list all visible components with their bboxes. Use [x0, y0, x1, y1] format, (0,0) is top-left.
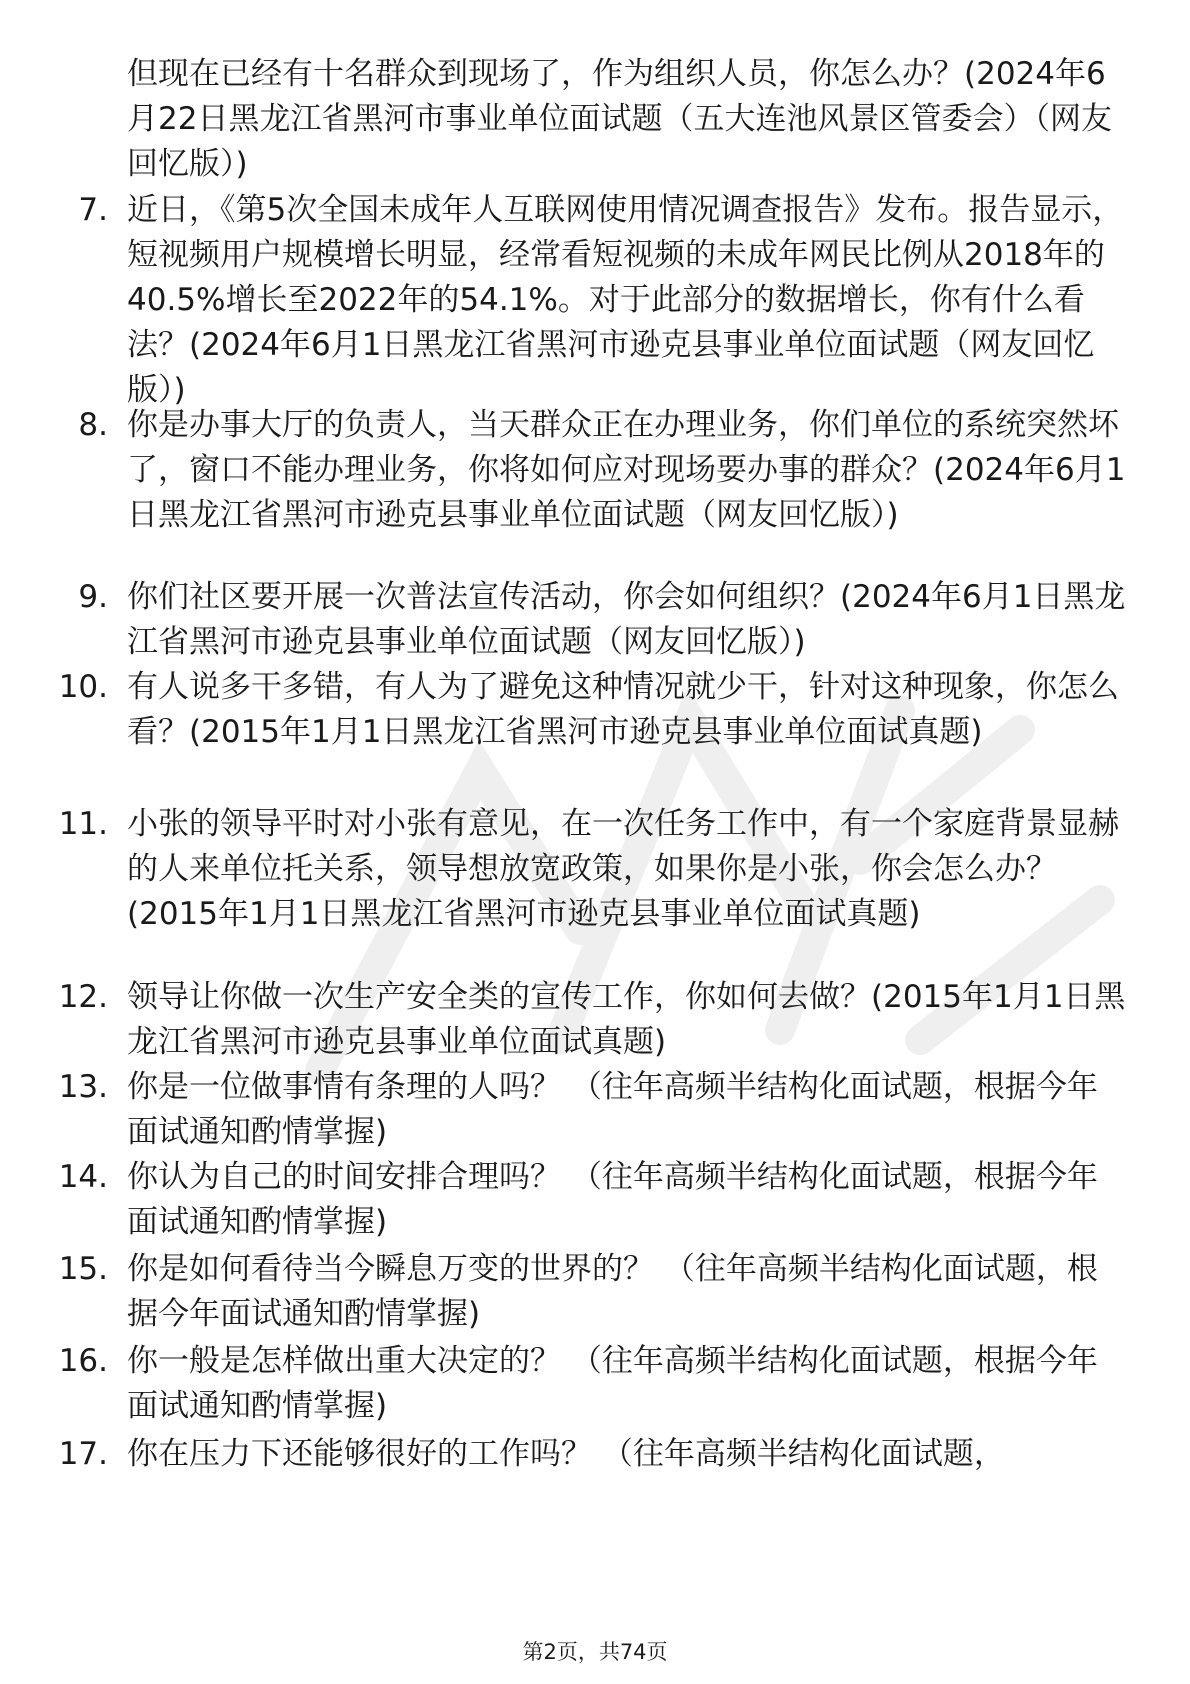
item-text: 领导让你做一次生产安全类的宣传工作，你如何去做？(2015年1月1日黑龙江省黑河市逊克县事业单位面试真题): [127, 979, 1126, 1060]
item-number: 14.: [58, 1159, 108, 1195]
item-number: 12.: [58, 979, 108, 1015]
item-text: 你一般是怎样做出重大决定的？ （往年高频半结构化面试题，根据今年面试通知酌情掌握): [127, 1343, 1098, 1424]
page-footer: 第2页，共74页: [522, 1640, 668, 1664]
item-number: 16.: [58, 1343, 108, 1379]
item-text: 你是一位做事情有条理的人吗？ （往年高频半结构化面试题，根据今年面试通知酌情掌握): [127, 1069, 1098, 1150]
item-number: 7.: [78, 192, 108, 228]
item-number: 9.: [78, 579, 108, 615]
item-number: 15.: [58, 1251, 108, 1287]
item-number: 11.: [58, 806, 108, 842]
item-text: 你们社区要开展一次普法宣传活动，你会如何组织？(2024年6月1日黑龙江省黑河市逊克县事业单位面试题（网友回忆版）): [127, 579, 1126, 660]
question-6-continuation: 但现在已经有十名群众到现场了，作为组织人员，你怎么办？(2024年6月22日黑龙江省黑河市事业单位面试题（五大连池风景区管委会）（网友回忆版）): [127, 56, 1112, 182]
item-number: 10.: [58, 669, 108, 705]
item-text: 你是如何看待当今瞬息万变的世界的？ （往年高频半结构化面试题，根据今年面试通知酌情掌握): [127, 1251, 1098, 1332]
item-number: 8.: [78, 407, 108, 443]
item-text: 近日，《第5次全国未成年人互联网使用情况调查报告》发布。报告显示，短视频用户规模增长明显，经常看短视频的未成年网民比例从2018年的40.5%增长至2022年的54.1%。对于此部分的数据增长，你有什么看法？(2024年6月1日黑龙江省黑河市逊克县事业单位面试题（网友回忆版）): [127, 192, 1124, 408]
item-number: 17.: [58, 1436, 108, 1472]
item-number: 13.: [58, 1069, 108, 1105]
item-text: 你在压力下还能够很好的工作吗？ （往年高频半结构化面试题，: [127, 1436, 1005, 1472]
item-text: 你认为自己的时间安排合理吗？ （往年高频半结构化面试题，根据今年面试通知酌情掌握): [127, 1159, 1098, 1240]
item-text: 你是办事大厅的负责人，当天群众正在办理业务，你们单位的系统突然坏了，窗口不能办理业务，你将如何应对现场要办事的群众？(2024年6月1日黑龙江省黑河市逊克县事业单位面试题（网友回忆版）): [127, 407, 1126, 533]
item-text: 有人说多干多错，有人为了避免这种情况就少干，针对这种现象，你怎么看？(2015年1月1日黑龙江省黑河市逊克县事业单位面试真题): [127, 669, 1119, 750]
item-text: 小张的领导平时对小张有意见，在一次任务工作中，有一个家庭背景显赫的人来单位托关系，领导想放宽政策，如果你是小张，你会怎么办？(2015年1月1日黑龙江省黑河市逊克县事业单位面试真题): [127, 806, 1119, 932]
